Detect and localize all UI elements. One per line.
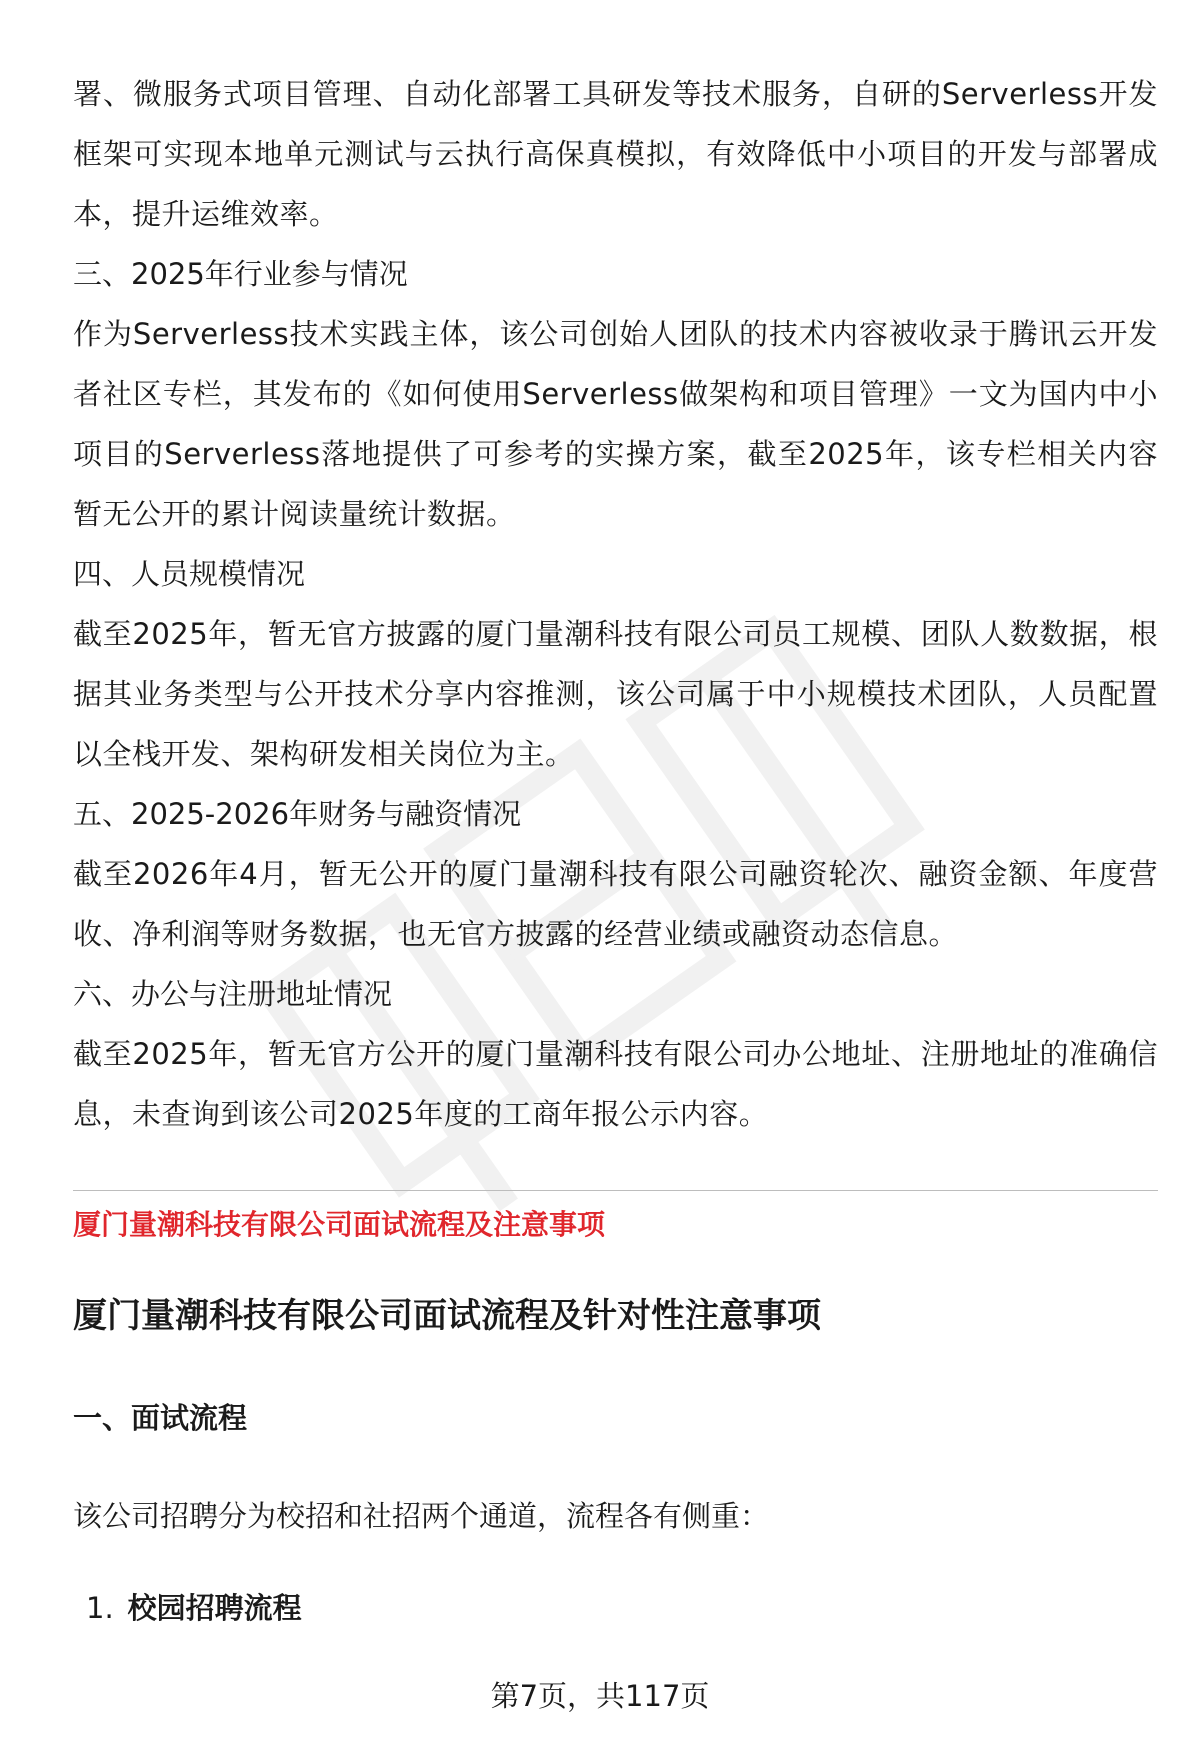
list-item — [86, 1586, 302, 1630]
paragraph-finance: 截至2026年4月，暂无公开的厦门量潮科技有限公司融资轮次、融资金额、年度营收、净利润等财务数据，也无官方披露的经营业绩或融资动态信息。 — [73, 857, 1158, 951]
list-item-label: 校园招聘流程 — [127, 1591, 302, 1625]
heading-address: 六、办公与注册地址情况 — [73, 977, 393, 1011]
doc-title: 厦门量潮科技有限公司面试流程及针对性注意事项 — [73, 1296, 821, 1336]
list-number: 1. — [86, 1591, 114, 1625]
intro-text: 该公司招聘分为校招和社招两个通道，流程各有侧重： — [73, 1499, 770, 1533]
page-footer: 第7页，共117页 — [490, 1679, 710, 1713]
heading-staff: 四、人员规模情况 — [73, 557, 306, 591]
paragraph-address: 截至2025年，暂无官方公开的厦门量潮科技有限公司办公地址、注册地址的准确信息，未查询到该公司2025年度的工商年报公示内容。 — [73, 1037, 1158, 1131]
paragraph-industry: 作为Serverless技术实践主体，该公司创始人团队的技术内容被收录于腾讯云开发者社区专栏，其发布的《如何使用Serverless做架构和项目管理》一文为国内中小项目的Serverless落地提供了可参考的实操方案，截至2025年，该专栏相关内容暂无公开的累计阅读量统计数据。 — [73, 317, 1158, 531]
heading-industry: 三、2025年行业参与情况 — [73, 257, 408, 291]
section-red-title: 厦门量潮科技有限公司面试流程及注意事项 — [73, 1208, 606, 1241]
section-divider — [73, 1190, 1158, 1191]
heading-interview-process: 一、面试流程 — [73, 1401, 248, 1435]
paragraph-services: 署、微服务式项目管理、自动化部署工具研发等技术服务，自研的Serverless开发框架可实现本地单元测试与云执行高保真模拟，有效降低中小项目的开发与部署成本，提升运维效率。 — [73, 77, 1158, 231]
page-body — [73, 64, 1158, 1144]
heading-finance: 五、2025-2026年财务与融资情况 — [73, 797, 522, 831]
paragraph-staff: 截至2025年，暂无官方披露的厦门量潮科技有限公司员工规模、团队人数数据，根据其业务类型与公开技术分享内容推测，该公司属于中小规模技术团队，人员配置以全栈开发、架构研发相关岗位为主。 — [73, 617, 1158, 771]
